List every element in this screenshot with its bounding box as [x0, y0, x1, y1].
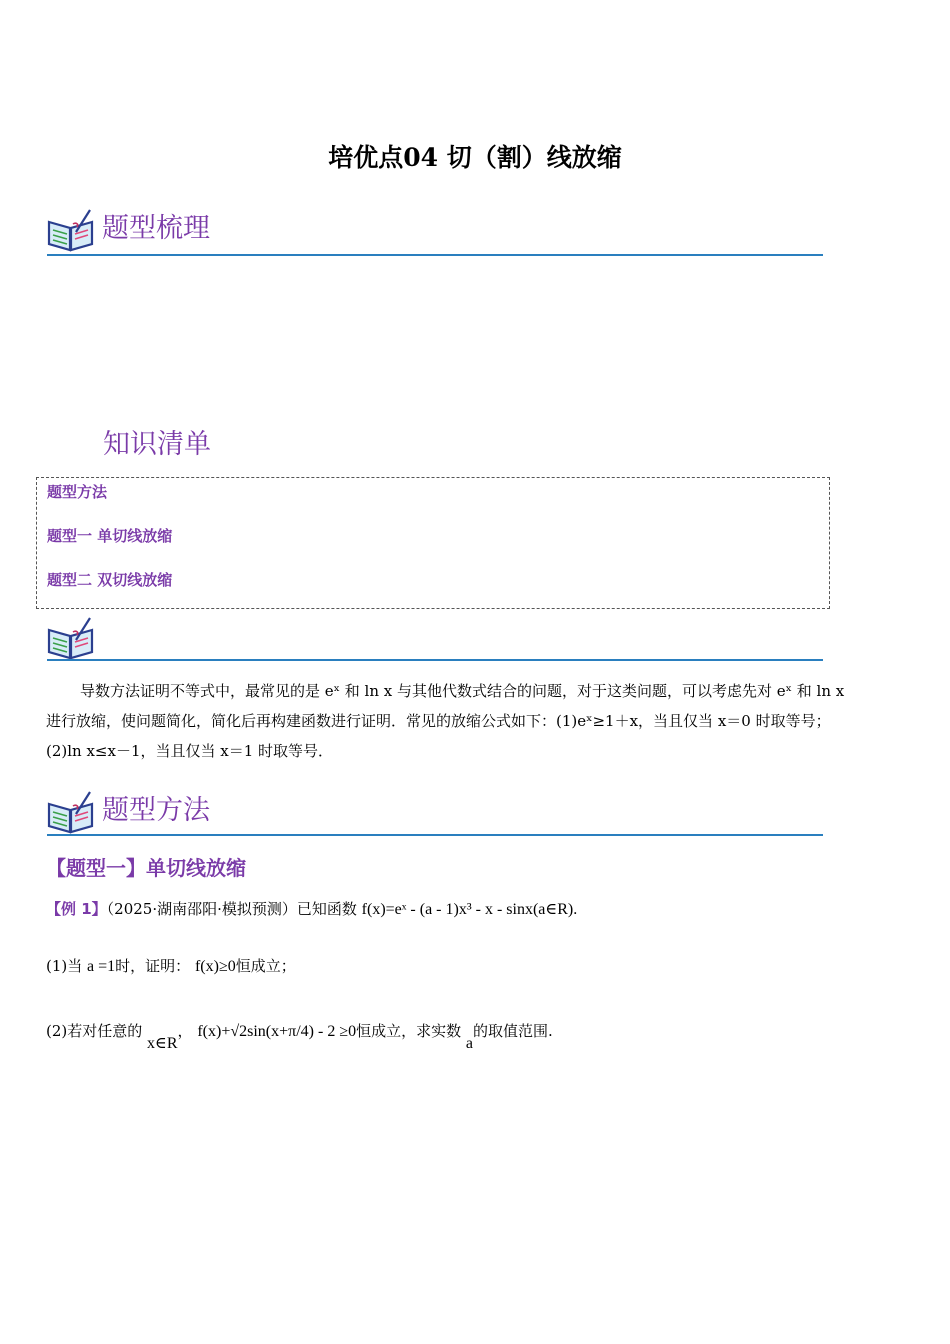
outline-box: [36, 477, 830, 609]
section-divider: [47, 834, 823, 836]
outline-item-type1[interactable]: 题型一 单切线放缩: [47, 527, 173, 545]
q2-comma: ，: [177, 1022, 193, 1040]
q2-prefix: (2)若对任意的: [46, 1022, 143, 1040]
section-title-overview: 题型梳理: [102, 213, 210, 244]
section-title-methods: 题型方法: [102, 795, 210, 826]
section-divider: [47, 659, 823, 661]
q2-condition: x∈R: [147, 1035, 178, 1052]
outline-item-type2[interactable]: 题型二 双切线放缩: [47, 571, 173, 589]
question-1: [46, 955, 296, 976]
intro-paragraph: [46, 676, 906, 766]
intro-line-3: (2)ln x≤x－1，当且仅当 x＝1 时取等号．: [46, 742, 334, 760]
knowledge-heading: 知识清单: [103, 429, 211, 460]
question-2: [46, 1020, 553, 1052]
page-title: 培优点04 切（割）线放缩: [328, 143, 622, 172]
q2-formula: f(x)+√2sin(x+π/4) - 2 ≥0: [197, 1023, 357, 1040]
open-book-icon: [46, 790, 96, 834]
q1-mid: 时，证明：: [115, 957, 191, 975]
example-1-line: [46, 898, 577, 919]
type1-heading: 【题型一】单切线放缩: [46, 856, 246, 880]
open-book-icon: [46, 208, 96, 252]
q2-variable: a: [465, 1035, 474, 1052]
q1-prefix: (1)当: [46, 957, 83, 975]
q1-formula: f(x)≥0: [194, 958, 236, 975]
q2-suffix: 的取值范围.: [473, 1022, 553, 1040]
example-tag: 【例 1】: [46, 900, 107, 918]
intro-line-1: 导数方法证明不等式中，最常见的是 eˣ 和 ln x 与其他代数式结合的问题，对于这类问题，可以考虑先对 eˣ 和 ln x: [80, 682, 845, 700]
open-book-icon: [46, 616, 96, 660]
example-source: （2025·湖南邵阳·模拟预测）已知函数: [106, 900, 357, 918]
intro-line-2: 进行放缩，使问题简化，简化后再构建函数进行证明．常见的放缩公式如下：(1)eˣ≥1＋x，当且仅当 x＝0 时取等号；: [46, 712, 831, 730]
q1-condition: a =1: [87, 958, 116, 975]
q1-suffix: 恒成立；: [235, 957, 296, 975]
example-formula: f(x)=eˣ - (a - 1)x³ - x - sinx(a∈R).: [361, 901, 578, 918]
outline-item-methods[interactable]: 题型方法: [47, 483, 108, 501]
section-divider: [47, 254, 823, 256]
q2-mid: 恒成立，求实数: [356, 1022, 462, 1040]
